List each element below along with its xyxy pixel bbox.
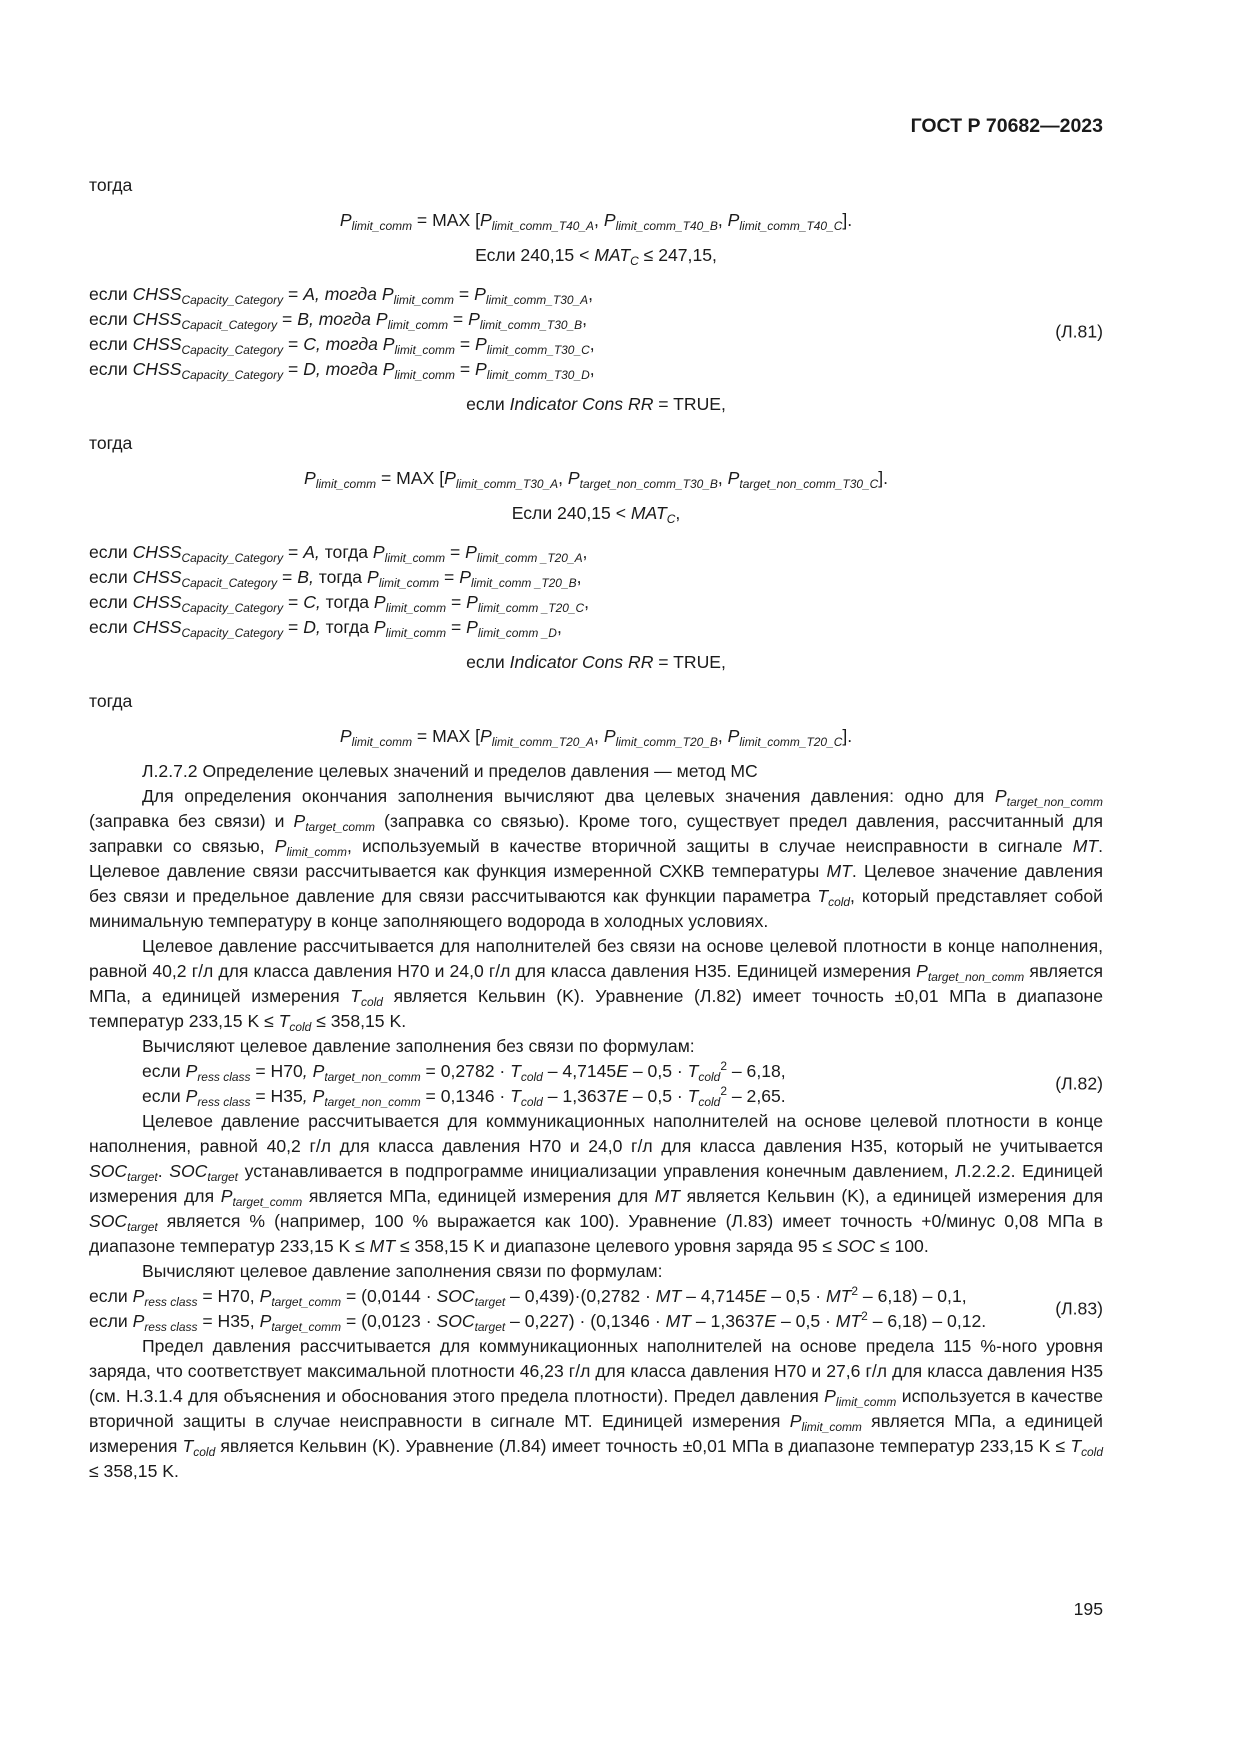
formula-line: если $P_{ress class} = H70$, $P_{target\_non\_comm} = 0,2782 \cdot T_{cold} - 4,7145E - 0,5 \cdot T_{cold}^2 - 6,18$, (142, 1058, 786, 1085)
formula-line: если $P_{ress class} = H35$, $P_{target\_non\_comm} = 0,1346 \cdot T_{cold} - 1,3637E - 0,5 \cdot T_{cold}^2 - 2,65$. (142, 1083, 786, 1110)
case-line: если $CHSS_{Capacity\_Category} = D$, тогда $P_{limit\_comm} = P_{limit\_comm\_T30\_D}$, (89, 359, 595, 383)
case-line: если $CHSS_{Capacity\_Category} = A$, тогда $P_{limit\_comm} = P_{limit\_comm \_T20\_A}$, (89, 542, 588, 566)
paragraph: Предел давления рассчитывается для коммуникационных наполнителей на основе предела 115 %-ного уровня заряда, что соответствует максимальной плотности 46,23 г/л для класса давления H70 и 27,6 г/л для класса давления H35 (см. H.3.1.4 для объяснения и обоснования этого предела плотности). Предел давления $P_{limit\_comm}$ используется в качестве вторичной защиты в случае неисправности в сигнале MT. Единицей измерения $P_{limit\_comm}$ является МПа, а единицей измерения $T_{cold}$ является Кельвин (K). Уравнение (Л.84) имеет точность ±0,01 МПа в диапазоне температур 233,15 $K \le T_{cold} \le 358,15$ K. (89, 1336, 1103, 1481)
condition-line: Если $240,15 < MAT_C$, (511, 503, 681, 527)
case-line: если $CHSS_{Capacit\_Category} = B$, тогда $P_{limit\_comm} = P_{limit\_comm \_T20\_B}$, (89, 567, 582, 591)
equation-number: (Л.81) (1055, 321, 1103, 342)
formula-group-l81 (89, 282, 1103, 382)
case-line: если $CHSS_{Capacit\_Category} = B$, тогда $P_{limit\_comm} = P_{limit\_comm\_T30\_B}$, (89, 309, 588, 333)
condition-line: Если $240,15 < MAT_C \le 247,15$, (475, 245, 717, 269)
paragraph: Целевое давление рассчитывается для коммуникационных наполнителей на основе целевой плотности в конце наполнения, равной 40,2 г/л для класса давления H70 и 24,0 г/л для класса давления H35, который не учитывается $SOC_{target}$. $SOC_{target}$ устанавливается в подпрограмме инициализации управления конечным давлением, Л.2.2.2. Единицей измерения для $P_{target\_comm}$ является МПа, единицей измерения для MT является Кельвин (K), а единицей измерения для $SOC_{target}$ является % (например, 100 % выражается как 100). Уравнение (Л.83) имеет точность +0/минус 0,08 МПа в диапазоне температур 233,15 K ≤ MT ≤ 358,15 K и диапазоне целевого уровня заряда 95 ≤ SOC ≤ 100. (89, 1111, 1103, 1256)
paragraph: Целевое давление рассчитывается для наполнителей без связи на основе целевой плотности в конце наполнения, равной 40,2 г/л для класса давления H70 и 24,0 г/л для класса давления H35. Единицей измерения $P_{target\_non\_comm}$ является МПа, а единицей измерения $T_{cold}$ является Кельвин (K). Уравнение (Л.82) имеет точность ±0,01 МПа в диапазоне температур 233,15 $K \le T_{cold} \le 358,15$ K. (89, 936, 1103, 1035)
page-number: 195 (1073, 1599, 1103, 1619)
text-line: тогда (89, 175, 133, 195)
paragraph: Вычисляют целевое давление заполнения связи по формулам: (142, 1261, 663, 1281)
condition-line: если Indicator Cons RR = TRUE, (466, 652, 726, 672)
formula-group-t20 (89, 540, 1103, 640)
paragraph: Вычисляют целевое давление заполнения без связи по формулам: (142, 1036, 695, 1056)
case-line: если $CHSS_{Capacity\_Category} = C$, тогда $P_{limit\_comm} = P_{limit\_comm\_T30\_C}$, (89, 334, 595, 358)
paragraph: Для определения окончания заполнения вычисляют два целевых значения давления: одно для $P_{target\_non\_comm}$ (заправка без связи) и $P_{target\_comm}$ (заправка со связью). Кроме того, существует предел давления, рассчитанный для заправки со связью, $P_{limit\_comm}$, используемый в качестве вторичной защиты в случае неисправности в сигнале MT. Целевое давление связи рассчитывается как функция измеренной СХКВ температуры MT. Целевое значение давления без связи и предельное давление для связи рассчитываются как функции параметра $T_{cold}$, который представляет собой минимальную температуру в конце заполняющего водорода в холодных условиях. (89, 786, 1103, 931)
document-code: ГОСТ Р 70682—2023 (910, 115, 1103, 137)
formula-max-t20: $P_{limit\_comm}$ = MAX [$P_{limit\_comm\_T20\_A}$, $P_{limit\_comm\_T20\_B}$, $P_{limit\_comm\_T20\_C}$]. (339, 726, 853, 750)
formula-group-l83 (89, 1284, 1103, 1334)
text-line: тогда (89, 691, 133, 711)
section-heading: Л.2.7.2 Определение целевых значений и пределов давления — метод МС (142, 761, 758, 781)
case-line: если $CHSS_{Capacity\_Category} = A$, тогда $P_{limit\_comm} = P_{limit\_comm\_T30\_A}$, (89, 284, 593, 308)
text-line: тогда (89, 433, 133, 453)
formula-max-t30: $P_{limit\_comm}$ = MAX [$P_{limit\_comm\_T30\_A}$, $P_{target\_non\_comm\_T30\_B}$, $P_{target\_non\_comm\_T30\_C}$]. (303, 468, 889, 492)
page-content (89, 173, 1103, 1484)
case-line: если $CHSS_{Capacity\_Category} = C$, тогда $P_{limit\_comm} = P_{limit\_comm \_T20\_C}$, (89, 592, 590, 616)
formula-max-t40: $P_{limit\_comm}$ = MAX [$P_{limit\_comm\_T40\_A}$, $P_{limit\_comm\_T40\_B}$, $P_{limit\_comm\_T40\_C}$]. (339, 210, 853, 234)
case-line: если $CHSS_{Capacity\_Category} = D$, тогда $P_{limit\_comm} = P_{limit\_comm \_D}$, (89, 617, 562, 641)
formula-line: если $P_{ress class} = H35$, $P_{target\_comm} = (0,0123 \cdot SOC_{target} - 0,227) \cdot (0,1346$ · MT – $1,3637E - 0,5 \cdot MT^2 - 6,18) - 0,12$. (89, 1308, 987, 1335)
equation-number: (Л.82) (1055, 1073, 1103, 1094)
formula-line: если $P_{ress class} = H70$, $P_{target\_comm} = (0,0144 \cdot SOC_{target} - 0,439)\cdot(0,2782$ · MT – $4,7145E - 0,5 \cdot MT^2 - 6,18) - 0,1$, (89, 1283, 967, 1310)
formula-group-l82 (89, 1059, 1103, 1109)
equation-number: (Л.83) (1055, 1298, 1103, 1319)
condition-line: если Indicator Cons RR = TRUE, (466, 394, 726, 414)
